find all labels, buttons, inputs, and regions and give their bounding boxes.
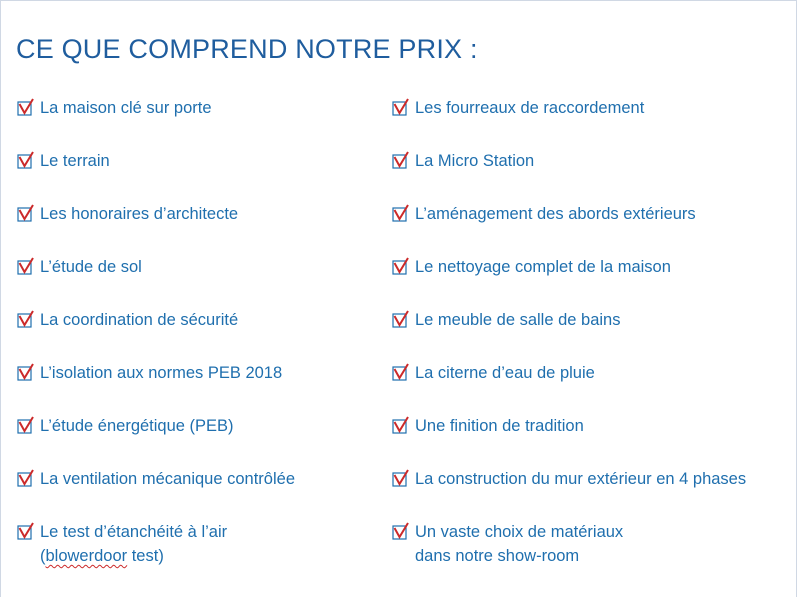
checkbox-checked-icon: [391, 468, 411, 488]
included-items-left-column: [16, 96, 376, 573]
list-item: [391, 414, 791, 467]
checkbox-checked-icon: [16, 468, 36, 488]
list-item-label: Les honoraires d’architecte: [40, 205, 239, 223]
checkbox-checked-icon: [391, 203, 411, 223]
checkbox-checked-icon: [16, 203, 36, 223]
list-item-second-line: [40, 544, 227, 568]
list-item-text: [415, 520, 623, 568]
list-item-label: La construction du mur extérieur en 4 phases: [415, 470, 747, 488]
list-item-label: Le test d’étanchéité à l’air: [40, 523, 228, 541]
list-item: [16, 361, 376, 414]
list-item: [391, 520, 791, 573]
list-item-label: L’aménagement des abords extérieurs: [415, 205, 696, 223]
checkbox-checked-icon: [16, 309, 36, 329]
checkbox-checked-icon: [391, 309, 411, 329]
checkbox-checked-icon: [16, 362, 36, 382]
list-item: [391, 255, 791, 308]
checkbox-checked-icon: [391, 362, 411, 382]
list-item-label: L’étude de sol: [40, 258, 142, 276]
list-item: [16, 255, 376, 308]
list-item-text: [40, 520, 227, 568]
list-item: [16, 96, 376, 149]
included-items-right-column: [391, 96, 791, 573]
list-item-label: La Micro Station: [415, 152, 535, 170]
paren-open: (: [40, 547, 46, 565]
list-item: [16, 308, 376, 361]
list-item-label: Le meuble de salle de bains: [415, 311, 621, 329]
list-item-label: Les fourreaux de raccordement: [415, 99, 645, 117]
list-item-label: Un vaste choix de matériaux: [415, 523, 624, 541]
checkbox-checked-icon: [16, 521, 36, 541]
list-item-label: L’isolation aux normes PEB 2018: [40, 364, 283, 382]
list-item-label: Le terrain: [40, 152, 110, 170]
checkbox-checked-icon: [16, 97, 36, 117]
list-item-label: L’étude énergétique (PEB): [40, 417, 234, 435]
paren-close: test): [127, 547, 164, 565]
list-item-label: La coordination de sécurité: [40, 311, 239, 329]
list-item: [391, 202, 791, 255]
list-item-label: La ventilation mécanique contrôlée: [40, 470, 296, 488]
list-item: [16, 202, 376, 255]
list-item-second-line: dans notre show-room: [415, 547, 580, 565]
list-item: [16, 520, 376, 573]
list-item: [391, 149, 791, 202]
checkbox-checked-icon: [391, 97, 411, 117]
list-item-label: Une finition de tradition: [415, 417, 584, 435]
checkbox-checked-icon: [391, 521, 411, 541]
list-item-label: La maison clé sur porte: [40, 99, 212, 117]
list-item: [391, 467, 791, 520]
list-item-label: Le nettoyage complet de la maison: [415, 258, 671, 276]
checkbox-checked-icon: [391, 415, 411, 435]
list-item: [391, 361, 791, 414]
checkbox-checked-icon: [16, 150, 36, 170]
list-item: [391, 308, 791, 361]
list-item: [391, 96, 791, 149]
spellcheck-flagged-word: blowerdoor: [45, 547, 128, 565]
list-item: [16, 414, 376, 467]
checkbox-checked-icon: [16, 256, 36, 276]
checkbox-checked-icon: [391, 256, 411, 276]
page-title: CE QUE COMPREND NOTRE PRIX :: [16, 34, 478, 64]
checkbox-checked-icon: [391, 150, 411, 170]
list-item: [16, 467, 376, 520]
list-item: [16, 149, 376, 202]
checkbox-checked-icon: [16, 415, 36, 435]
list-item-label: La citerne d’eau de pluie: [415, 364, 595, 382]
